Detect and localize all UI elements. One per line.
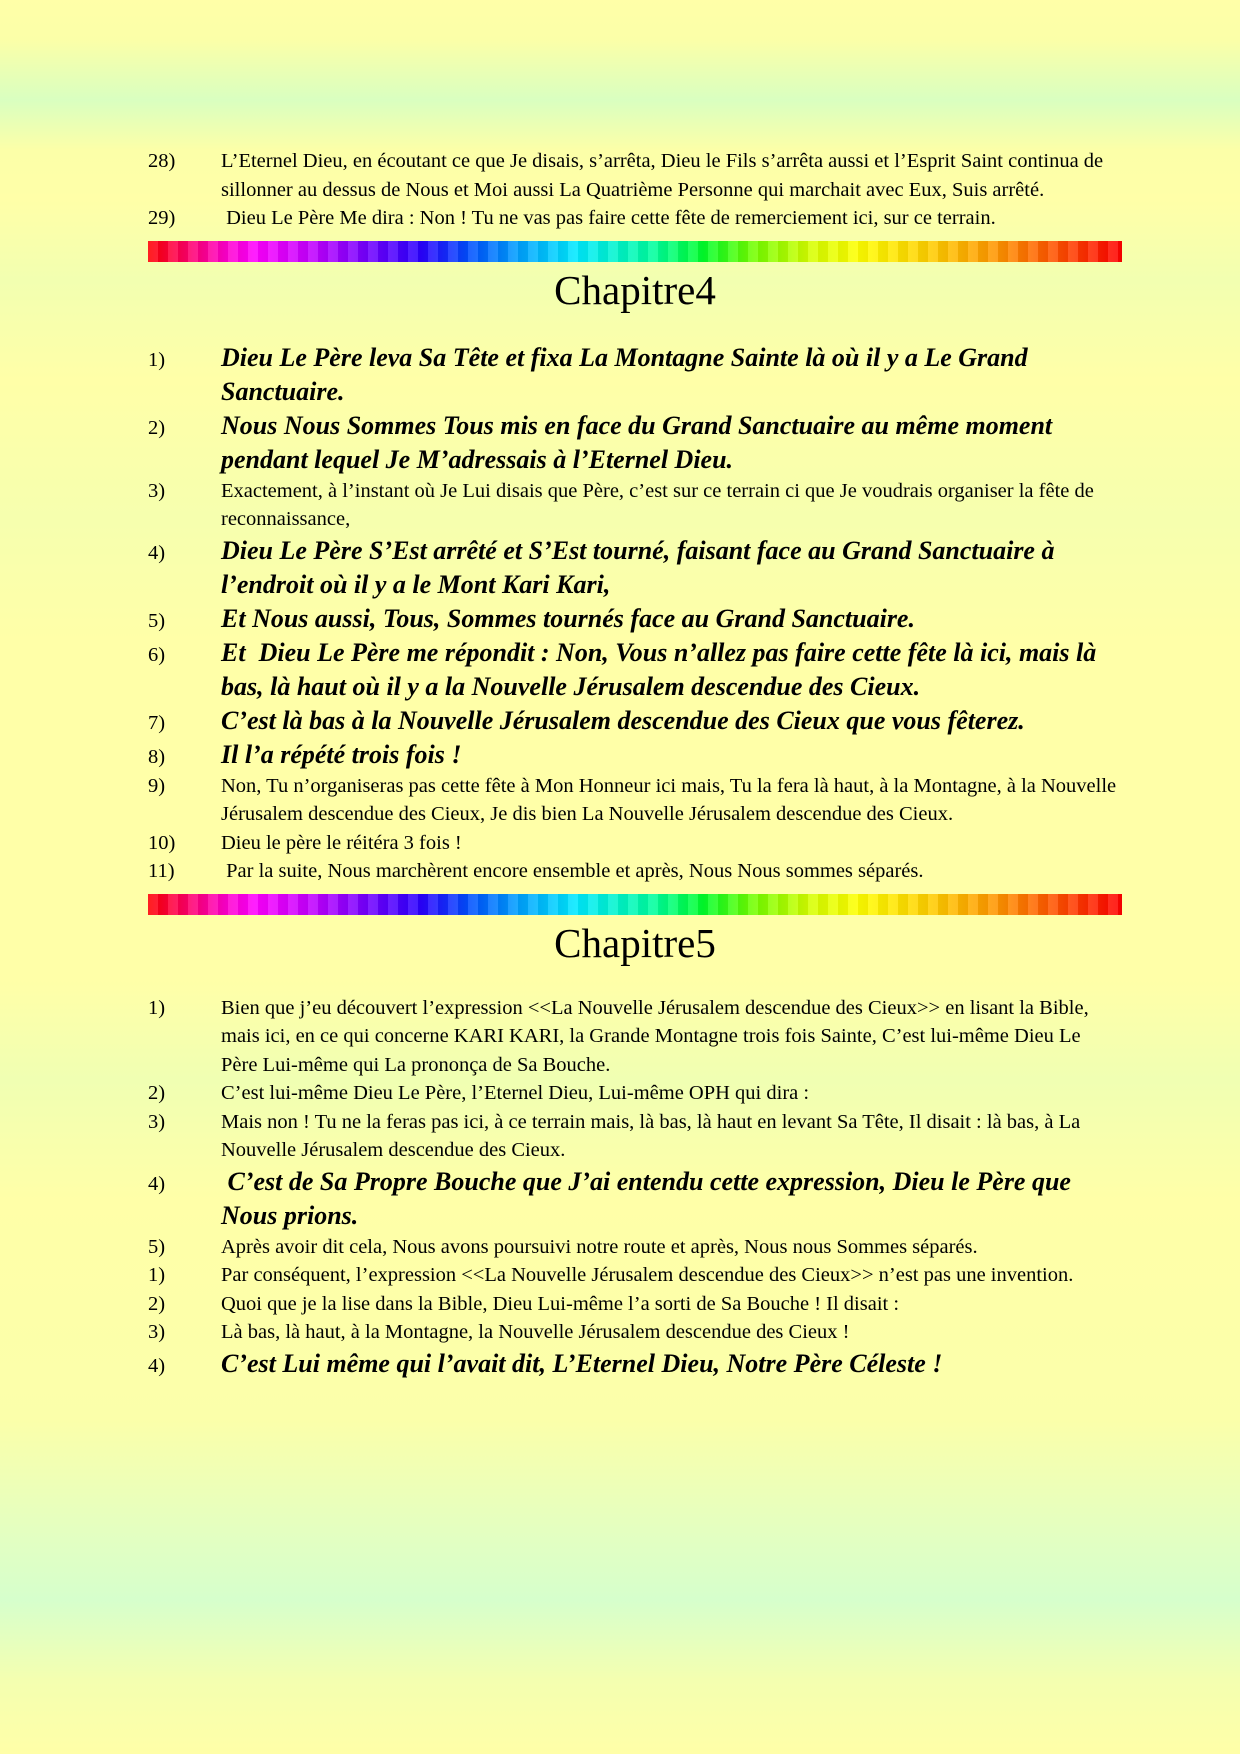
verse-text: Bien que j’eu découvert l’expression <<La Nouvelle Jérusalem descendue des Cieux>> en lisant la Bible, mais ici, en ce qui concerne KARI KARI, la Grande Montagne trois fois Sainte, C’est lui-même Dieu Le Père Lui-même qui La prononça de Sa Bouche. xyxy=(221,996,1094,1076)
verse-number: 3) xyxy=(148,479,166,502)
verse-text: Dieu Le Père Me dira : Non ! Tu ne vas pas faire cette fête de remerciement ici, sur ce terrain. xyxy=(221,207,996,229)
verse xyxy=(148,409,1122,477)
verse xyxy=(148,147,1122,204)
verse-number: 4) xyxy=(148,1354,166,1377)
verse-text: Et Dieu Le Père me répondit : Non, Vous n’allez pas faire cette fête là ici, mais là bas, là haut où il y a la Nouvelle Jérusalem descendue des Cieux. xyxy=(221,637,1103,701)
rainbow-divider xyxy=(148,241,1122,262)
verse-text: Dieu Le Père leva Sa Tête et fixa La Montagne Sainte là où il y a Le Grand Sanctuaire. xyxy=(221,342,1035,406)
verse xyxy=(148,477,1122,534)
verse xyxy=(148,1290,1122,1319)
verse xyxy=(148,1079,1122,1108)
verse-text: Il l’a répété trois fois ! xyxy=(221,739,462,769)
verse xyxy=(148,602,1122,636)
verse-text: Et Nous aussi, Tous, Sommes tournés face au Grand Sanctuaire. xyxy=(221,603,915,633)
verse-number: 5) xyxy=(148,1235,166,1258)
chapter-title: Chapitre5 xyxy=(554,919,716,966)
verse-number: 28) xyxy=(148,150,176,172)
verse-text: Quoi que je la lise dans la Bible, Dieu Lui-même l’a sorti de Sa Bouche ! Il disait : xyxy=(221,1292,900,1315)
verse-text: C’est lui-même Dieu Le Père, l’Eternel Dieu, Lui-même OPH qui dira : xyxy=(221,1082,810,1104)
verse-number: 2) xyxy=(148,1082,166,1104)
verse-text: Là bas, là haut, à la Montagne, la Nouvelle Jérusalem descendue des Cieux ! xyxy=(221,1321,850,1343)
chapter-title: Chapitre4 xyxy=(554,266,716,313)
verse-number: 2) xyxy=(148,416,166,439)
chapter-verses xyxy=(148,341,1122,886)
verse xyxy=(148,704,1122,738)
verse-number: 6) xyxy=(148,643,166,666)
verse-number: 4) xyxy=(148,541,166,564)
verse-text: Dieu Le Père S’Est arrêté et S’Est tourné, faisant face au Grand Sanctuaire à l’endroit où il y a le Mont Kari Kari, xyxy=(221,535,1061,599)
verse-text: Dieu le père le réitéra 3 fois ! xyxy=(221,831,462,854)
verse-text: Mais non ! Tu ne la feras pas ici, à ce terrain mais, là bas, là haut en levant Sa Tête, Il disait : là bas, à La Nouvelle Jérusalem descendue des Cieux. xyxy=(221,1110,1086,1161)
verse-text: Par conséquent, l’expression <<La Nouvelle Jérusalem descendue des Cieux>> n’est pas une invention. xyxy=(221,1264,1074,1286)
rainbow-divider xyxy=(148,894,1122,915)
verse-text: C’est de Sa Propre Bouche que J’ai entendu cette expression, Dieu le Père que Nous prions. xyxy=(221,1166,1078,1230)
verse-number: 3) xyxy=(148,1321,166,1343)
verse-number: 4) xyxy=(148,1172,166,1195)
verse-text: Nous Nous Sommes Tous mis en face du Grand Sanctuaire au même moment pendant lequel Je M’adressais à l’Eternel Dieu. xyxy=(221,410,1059,474)
verse xyxy=(148,1165,1122,1233)
verse xyxy=(148,1108,1122,1165)
verse xyxy=(148,341,1122,409)
verse-text: Non, Tu n’organiseras pas cette fête à Mon Honneur ici mais, Tu la fera là haut, à la Montagne, à la Nouvelle Jérusalem descendue des Cieux, Je dis bien La Nouvelle Jérusalem descendue des Cieux. xyxy=(221,774,1122,825)
verse-text: L’Eternel Dieu, en écoutant ce que Je disais, s’arrêta, Dieu le Fils s’arrêta aussi et l’Esprit Saint continua de sillonner au dessus de Nous et Moi aussi La Quatrième Personne qui marchait avec Eux, Suis arrêté. xyxy=(221,150,1109,201)
verse-number: 5) xyxy=(148,609,166,632)
document-page xyxy=(148,147,1122,1381)
verse-text: Après avoir dit cela, Nous avons poursuivi notre route et après, Nous nous Sommes séparés. xyxy=(221,1235,978,1258)
intro-verses xyxy=(148,147,1122,233)
verse-number: 1) xyxy=(148,996,166,1019)
verse-number: 1) xyxy=(148,348,166,371)
verse-number: 3) xyxy=(148,1110,166,1133)
verse xyxy=(148,829,1122,858)
chapters xyxy=(148,241,1122,1381)
verse xyxy=(148,534,1122,602)
verse xyxy=(148,772,1122,829)
verse-text: Exactement, à l’instant où Je Lui disais que Père, c’est sur ce terrain ci que Je voudrais organiser la fête de reconnaissance, xyxy=(221,479,1099,530)
verse xyxy=(148,1347,1122,1381)
verse xyxy=(148,1261,1122,1290)
verse-number: 2) xyxy=(148,1292,166,1315)
verse xyxy=(148,1318,1122,1347)
verse xyxy=(148,994,1122,1080)
verse-text: C’est là bas à la Nouvelle Jérusalem descendue des Cieux que vous fêterez. xyxy=(221,705,1025,735)
verse xyxy=(148,636,1122,704)
verse-number: 8) xyxy=(148,745,166,768)
verse xyxy=(148,738,1122,772)
verse xyxy=(148,857,1122,886)
verse-text: Par la suite, Nous marchèrent encore ensemble et après, Nous Nous sommes séparés. xyxy=(221,860,924,882)
chapter-verses xyxy=(148,994,1122,1381)
verse xyxy=(148,204,1122,233)
verse-number: 7) xyxy=(148,711,166,734)
verse-number: 10) xyxy=(148,831,176,854)
verse xyxy=(148,1233,1122,1262)
verse-number: 9) xyxy=(148,774,166,797)
verse-text: C’est Lui même qui l’avait dit, L’Eternel Dieu, Notre Père Céleste ! xyxy=(221,1348,943,1378)
verse-number: 29) xyxy=(148,207,176,229)
verse-number: 11) xyxy=(148,860,175,882)
verse-number: 1) xyxy=(148,1264,166,1286)
